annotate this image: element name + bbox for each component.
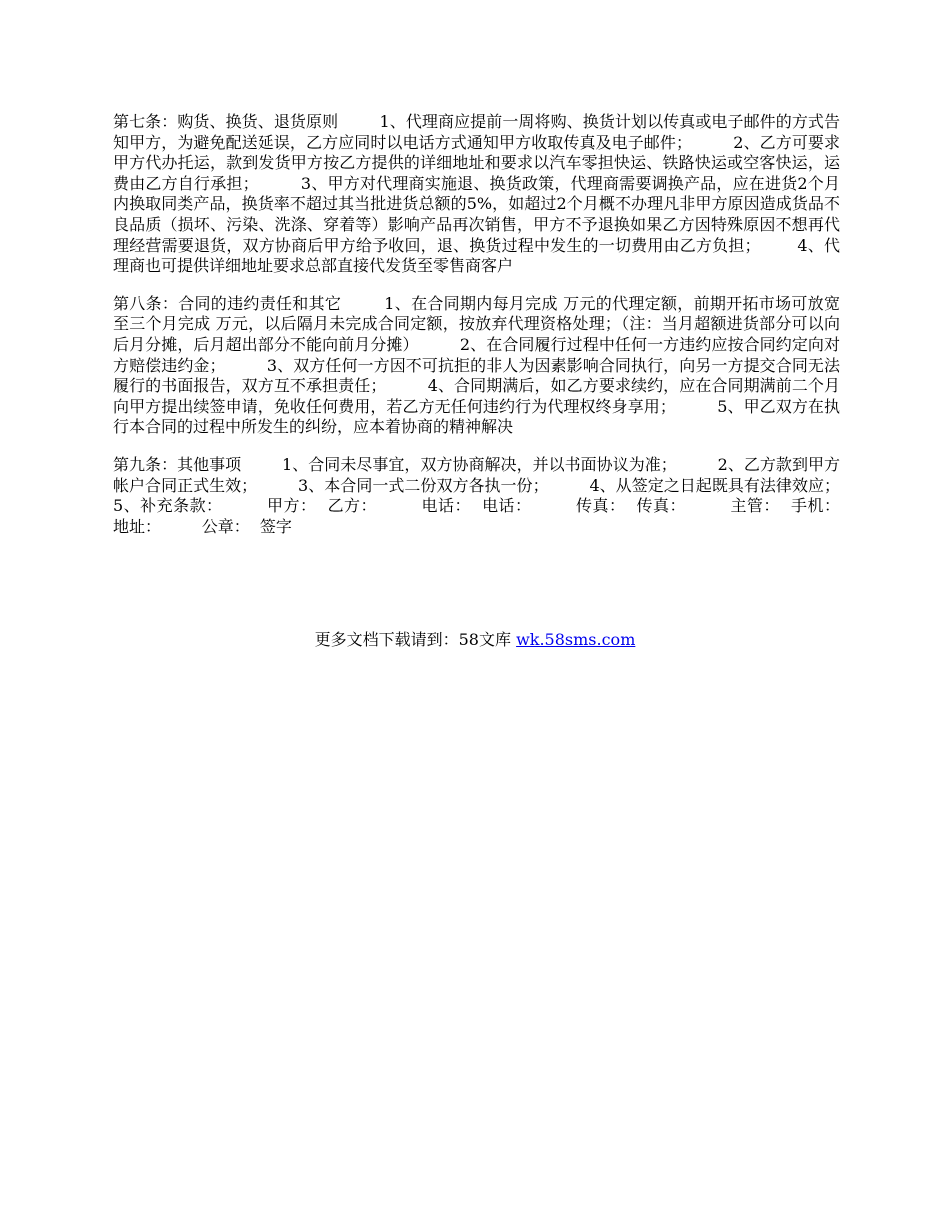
footer-link[interactable]: wk.58sms.com	[516, 630, 636, 649]
footer-text: 更多文档下载请到：58文库	[314, 630, 517, 649]
document-body	[113, 112, 881, 554]
article-9: 第九条：其他事项 1、合同未尽事宜，双方协商解决，并以书面协议为准； 2、乙方款到甲方帐户合同正式生效； 3、本合同一式二份双方各执一份； 4、从签定之日起既具有法律效应； 5、补充条款： 甲方： 乙方： 电话： 电话： 传真： 传真： 主管： 手机： 地址： 公章： 签字	[113, 454, 881, 536]
download-footer	[0, 630, 950, 650]
article-7: 第七条：购货、换货、退货原则 1、代理商应提前一周将购、换货计划以传真或电子邮件的方式告知甲方，为避免配送延误，乙方应同时以电话方式通知甲方收取传真及电子邮件； 2、乙方可要求甲方代办托运，款到发货甲方按乙方提供的详细地址和要求以汽车零担快运、铁路快运或空客快运，运费由乙方自行承担； 3、甲方对代理商实施退、换货政策，代理商需要调换产品，应在进货2个月内换取同类产品，换货率不超过其当批进货总额的5%，如超过2个月概不办理凡非甲方原因造成货品不良品质（损坏、污染、洗涤、穿着等）影响产品再次销售，甲方不予退换如果乙方因特殊原因不想再代理经营需要退货，双方协商后甲方给予收回，退、换货过程中发生的一切费用由乙方负担； 4、代理商也可提供详细地址要求总部直接代发货至零售商客户	[113, 112, 840, 276]
article-8: 第八条：合同的违约责任和其它 1、在合同期内每月完成 万元的代理定额，前期开拓市场可放宽至三个月完成 万元，以后隔月未完成合同定额，按放弃代理资格处理；（注：当月超额进货部分可以向后月分摊，后月超出部分不能向前月分摊） 2、在合同履行过程中任何一方违约应按合同约定向对方赔偿违约金； 3、双方任何一方因不可抗拒的非人为因素影响合同执行，向另一方提交合同无法履行的书面报告，双方互不承担责任； 4、合同期满后，如乙方要求续约，应在合同期满前二个月向甲方提出续签申请，免收任何费用，若乙方无任何违约行为代理权终身享用； 5、甲乙双方在执行本合同的过程中所发生的纠纷，应本着协商的精神解决	[113, 293, 840, 437]
